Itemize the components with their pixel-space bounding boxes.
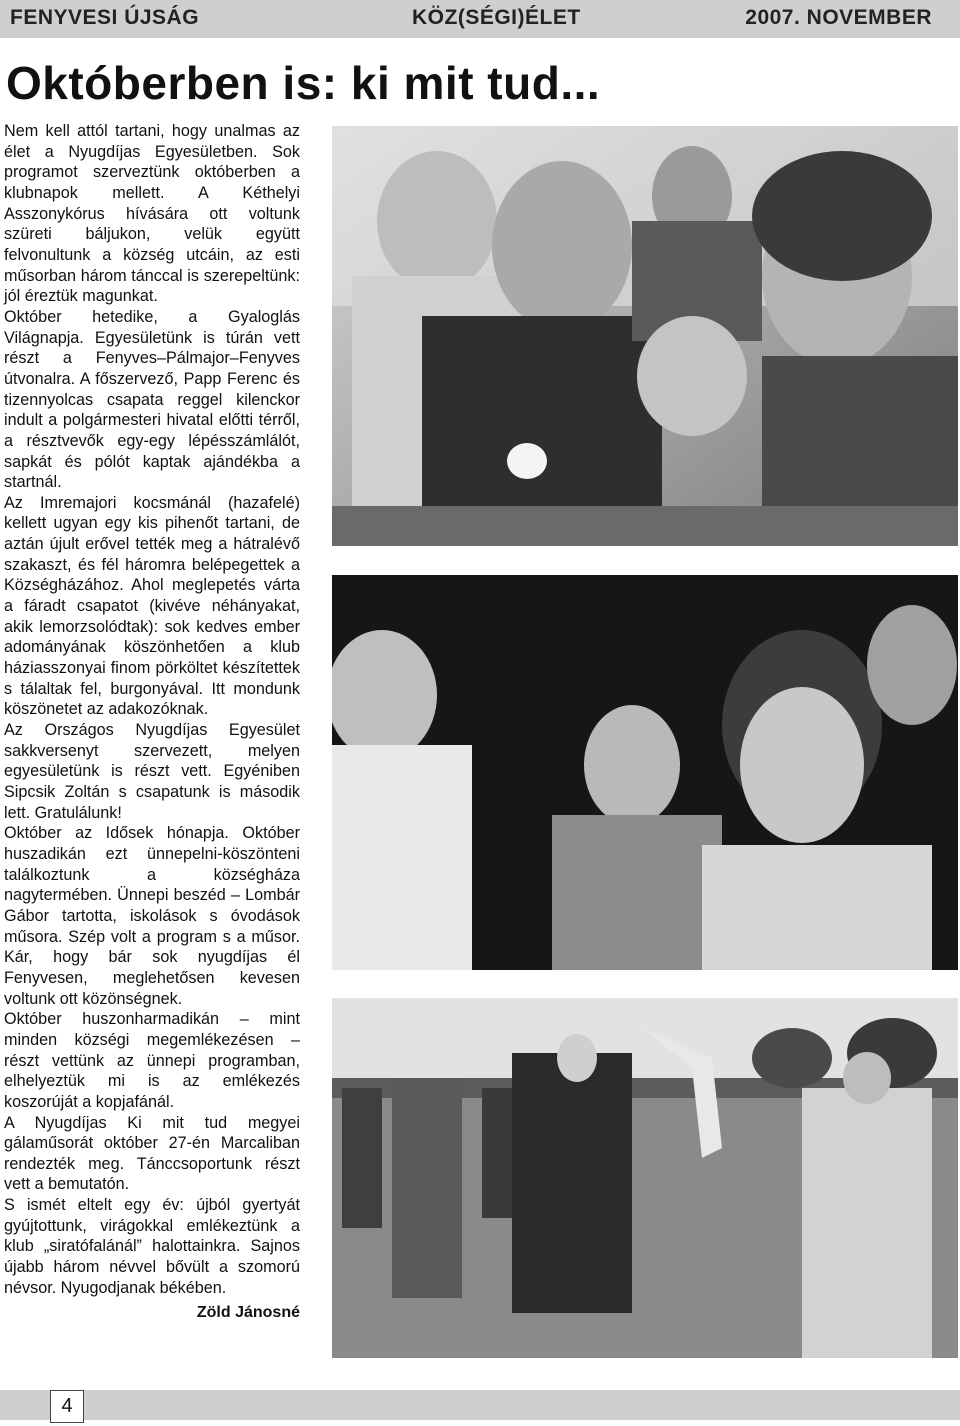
paragraph: S ismét eltelt egy év: újból gyertyát gyújtottunk, virágokkal emlékeztünk a klub „siratófalánál” halottainkra. Sajnos újabb három névvel bővült a szomorú névsor. Nyugodjanak békében. <box>4 1196 300 1297</box>
photo-elderly-audience <box>332 126 958 546</box>
header-bar <box>0 0 960 38</box>
paragraph: A Nyugdíjas Ki mit tud megyei gálaműsorát október 27-én Marcaliban rendezték meg. Tánccsoportunk részt vett a bemutatón. <box>4 1113 300 1194</box>
photo-children-performance <box>332 575 958 970</box>
paragraph: Nem kell attól tartani, hogy unalmas az élet a Nyugdíjas Egyesületben. Sok programot szerveztünk októberben a klubnapok mellett. A Kéthelyi Asszonykórus hívására ott voltunk szüreti báljukon, velük együtt felvonultunk a község utcáin, az esti műsorban három tánccal is szerepeltünk: jól éreztük magunkat. <box>4 122 300 306</box>
paragraph: Október hetedike, a Gyaloglás Világnapja. Egyesületünk is túrán vett részt a Fenyves–Pálmajor–Fenyves útvonalra. A főszervező, Papp Ferenc és tizennyolcas csapata reggel kilenckor indult a polgármesteri hivatal előtti térről, a résztvevők egy-egy lépésszámlálót, sapkát és pólót kaptak ajándékba a startnál. <box>4 307 300 492</box>
footer-bar <box>0 1390 960 1420</box>
paragraph: Október huszonharmadikán – mint minden községi megemlékezésen – részt vettünk az ünnepi programban, elhelyeztük mi is az emlékezés koszorúját a kopjafánál. <box>4 1010 300 1111</box>
section-name: KÖZ(SÉGI)ÉLET <box>412 6 581 29</box>
paragraph: Az Imremajori kocsmánál (hazafelé) kellett ugyan egy kis pihenőt tartani, de aztán újult erővel tették meg a hátralévő szakaszt, és fél háromra belépegettek a Községházához. Ahol meglepetés várta a fáradt csapatot (kivéve néhányakat, akik lemorzsolódtak): sok kedves ember adományának köszönhetően a klub háziasszonyai finom pörköltet készítettek s tálaltak fel, burgonyával. Itt mondunk köszönetet az adakozóknak. <box>4 493 300 719</box>
paragraph: Október az Idősek hónapja. Október huszadikán ezt ünnepelni-köszönteni találkoztunk a községháza nagytermében. Ünnepi beszéd – Lombár Gábor tartotta, iskolások s óvodások műsora. Szép volt a program s a műsor. Kár, hogy bár sok nyugdíjas él Fenyvesen, meglehetősen kevesen voltunk ott közönségnek. <box>4 824 300 1008</box>
article-body <box>4 121 300 1322</box>
issue-date: 2007. NOVEMBER <box>745 6 932 29</box>
photo-walking-group <box>332 998 958 1358</box>
article-author: Zöld Jánosné <box>196 1304 300 1322</box>
page-number: 4 <box>50 1390 84 1423</box>
article-title: Októberben is: ki mit tud... <box>6 57 601 109</box>
paragraph: Az Országos Nyugdíjas Egyesület sakkversenyt szervezett, melyen egyesületünk is részt vett. Egyéniben Sipcsik Zoltán s csapatunk is második lett. Gratulálunk! <box>4 721 300 822</box>
publication-name: FENYVESI ÚJSÁG <box>10 6 200 29</box>
